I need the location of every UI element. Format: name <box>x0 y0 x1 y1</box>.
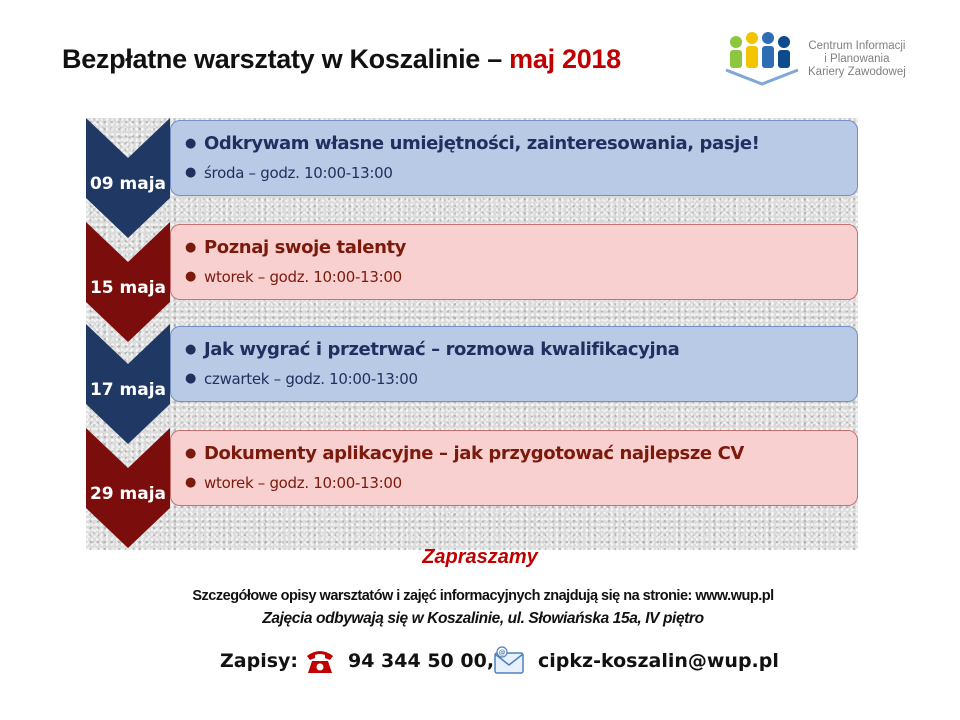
event-time: wtorek – godz. 10:00-13:00 <box>204 474 402 492</box>
event-title: Odkrywam własne umiejętności, zainteresowania, pasje! <box>203 133 760 154</box>
event-time: środa – godz. 10:00-13:00 <box>204 164 393 182</box>
schedule-panel <box>86 118 858 550</box>
info-line-address: Zajęcia odbywają się w Koszalinie, ul. Słowiańska 15a, IV piętro <box>262 610 704 627</box>
bullet-icon: ● <box>185 165 197 180</box>
bullet-icon: ● <box>185 342 196 357</box>
logo-line-3: Kariery Zawodowej <box>808 66 906 78</box>
title-accent: maj 2018 <box>509 44 621 74</box>
event-card <box>170 120 858 196</box>
event-title-line <box>185 443 744 464</box>
event-card <box>170 224 858 300</box>
logo <box>722 30 922 86</box>
info-line-website: Szczegółowe opisy warsztatów i zajęć informacyjnych znajdują się na stronie: www.wup.pl <box>192 588 774 604</box>
event-title-line <box>185 237 406 258</box>
event-title-line <box>185 339 679 360</box>
bullet-icon: ● <box>185 269 197 284</box>
invitation-text: Zapraszamy <box>422 546 538 568</box>
email-icon <box>492 646 526 681</box>
event-date: 09 maja <box>89 174 167 194</box>
telephone-icon <box>304 646 336 681</box>
bullet-icon: ● <box>185 371 197 386</box>
event-title: Poznaj swoje talenty <box>203 237 407 258</box>
event-card <box>170 326 858 402</box>
page-title <box>62 44 621 75</box>
bullet-icon: ● <box>185 240 196 255</box>
event-date: 17 maja <box>89 380 167 400</box>
event-time-line <box>185 164 393 182</box>
event-title-line <box>185 133 759 154</box>
logo-line-2: i Planowania <box>824 53 890 65</box>
event-title: Jak wygrać i przetrwać – rozmowa kwalifikacyjna <box>203 339 680 360</box>
event-title: Dokumenty aplikacyjne – jak przygotować najlepsze CV <box>203 443 744 464</box>
logo-line-1: Centrum Informacji <box>808 40 906 52</box>
title-main: Bezpłatne warsztaty w Koszalinie – <box>62 44 510 74</box>
event-time: wtorek – godz. 10:00-13:00 <box>204 268 402 286</box>
logo-text <box>808 40 906 79</box>
event-date: 15 maja <box>89 278 167 298</box>
event-time-line <box>185 370 418 388</box>
email-address[interactable]: cipkz-koszalin@wup.pl <box>538 650 779 672</box>
event-time-line <box>185 268 402 286</box>
signup-label: Zapisy: <box>220 650 299 672</box>
bullet-icon: ● <box>185 446 196 461</box>
event-time: czwartek – godz. 10:00-13:00 <box>204 370 418 388</box>
bullet-icon: ● <box>185 475 197 490</box>
bullet-icon: ● <box>185 136 196 151</box>
svg-text:@: @ <box>498 648 506 657</box>
phone-number[interactable]: 94 344 50 00, <box>348 650 495 672</box>
event-card <box>170 430 858 506</box>
event-date: 29 maja <box>89 484 167 504</box>
people-logo-icon <box>722 30 802 86</box>
event-time-line <box>185 474 402 492</box>
